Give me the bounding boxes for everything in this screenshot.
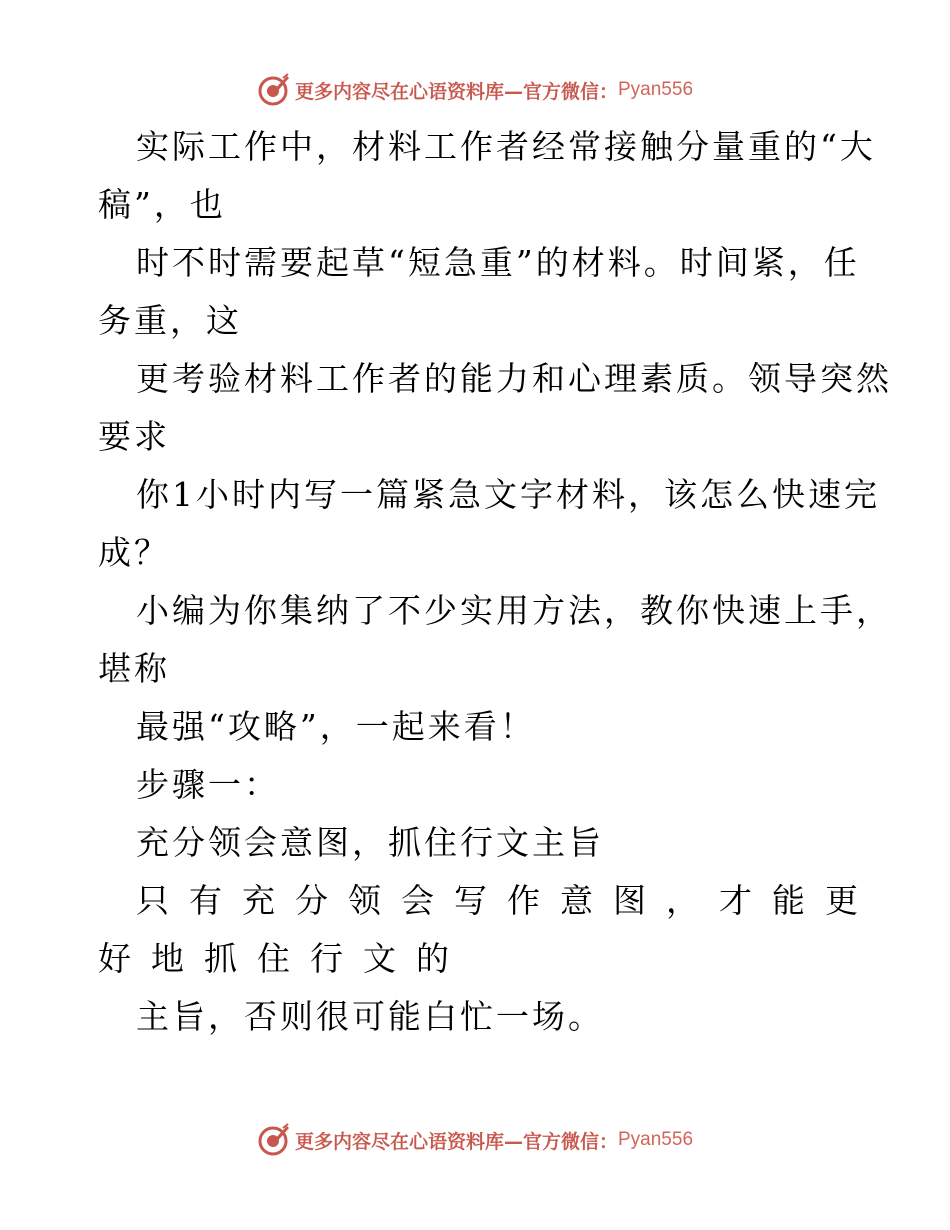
text-line: 要求 <box>98 417 170 456</box>
watermark-text: 更多内容尽在心语资料库—官方微信： <box>294 80 618 103</box>
text-line: 务重，这 <box>98 301 242 340</box>
text-line: 你1小时内写一篇紧急文字材料，该怎么快速完 <box>136 475 880 514</box>
watermark-wechat-id: Pyan556 <box>618 79 694 100</box>
section-heading: 充分领会意图，抓住行文主旨 <box>136 823 604 862</box>
text-line: 时不时需要起草“短急重”的材料。时间紧，任 <box>136 243 860 282</box>
footer-watermark-banner <box>0 1120 950 1160</box>
watermark-wechat-id: Pyan556 <box>618 1129 694 1150</box>
header-watermark-banner <box>0 70 950 110</box>
text-line: 成？ <box>98 533 170 572</box>
section-step-label: 步骤一： <box>136 765 280 804</box>
text-line: 更考验材料工作者的能力和心理素质。领导突然 <box>136 359 892 398</box>
text-line: 实际工作中，材料工作者经常接触分量重的“大 <box>136 127 876 166</box>
text-line: 小编为你集纳了不少实用方法，教你快速上手， <box>136 591 892 630</box>
text-line: 堪称 <box>98 649 170 688</box>
document-body <box>98 118 892 1046</box>
text-line: 最强“攻略”，一起来看！ <box>136 707 536 746</box>
quill-pen-logo-icon <box>257 73 291 107</box>
text-line: 只有充分领会写作意图，才能更 <box>136 881 878 920</box>
text-line: 稿”，也 <box>98 185 226 224</box>
watermark-text: 更多内容尽在心语资料库—官方微信： <box>294 1130 618 1153</box>
text-line: 好地抓住行文的 <box>98 939 469 978</box>
text-line: 主旨，否则很可能白忙一场。 <box>136 997 604 1036</box>
quill-pen-logo-icon <box>257 1123 291 1157</box>
